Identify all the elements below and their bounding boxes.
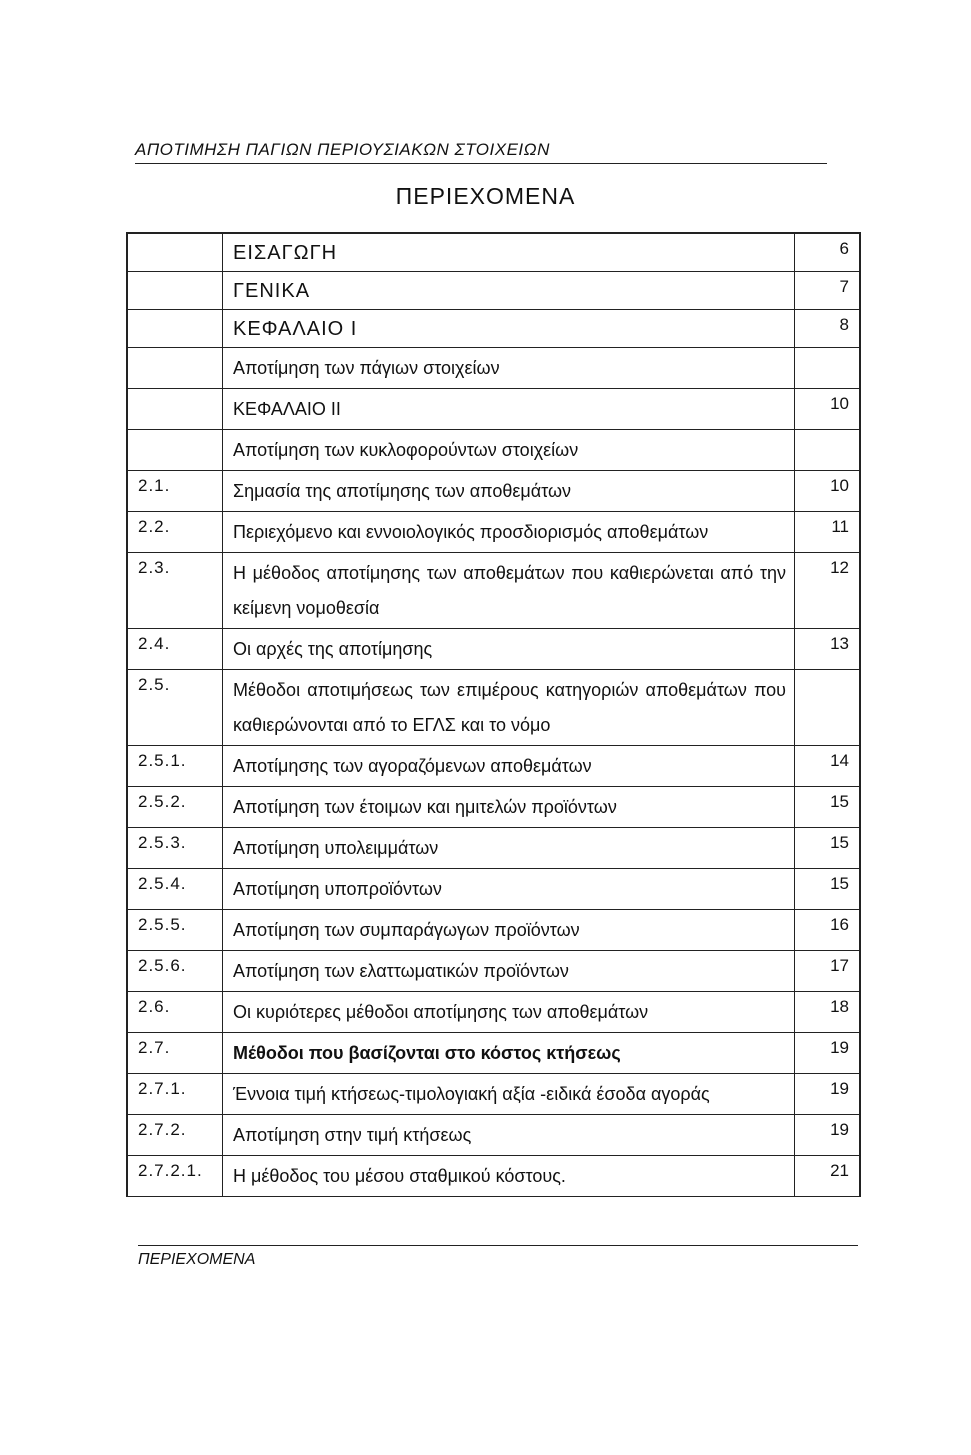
toc-page-number xyxy=(794,348,859,388)
toc-row xyxy=(128,992,859,1033)
toc-number: 2.5.5. xyxy=(138,915,187,934)
toc-page-number: 18 xyxy=(794,992,859,1032)
toc-row xyxy=(128,471,859,512)
toc-page-number: 7 xyxy=(794,272,859,309)
toc-page-number: 14 xyxy=(794,746,859,786)
toc-page-number: 19 xyxy=(794,1074,859,1114)
page-title: ΠΕΡΙΕΧΟΜΕΝΑ xyxy=(395,183,576,209)
toc-number: 2.1. xyxy=(138,476,171,495)
toc-number xyxy=(128,234,222,271)
toc-page-number: 10 xyxy=(794,389,859,429)
toc-entry-title: Αποτίμηση των έτοιμων και ημιτελών προϊόντων xyxy=(222,787,794,827)
toc-entry-title: ΚΕΦΑΛΑΙΟ Ι xyxy=(222,310,794,347)
toc-page-number: 10 xyxy=(794,471,859,511)
toc-number: 2.7.2.1. xyxy=(138,1161,203,1180)
toc-entry-title: ΓΕΝΙΚΑ xyxy=(222,272,794,309)
toc-entry-title: Αποτίμηση των πάγιων στοιχείων xyxy=(222,348,794,388)
toc-number: 2.6. xyxy=(138,997,171,1016)
toc-page-number: 15 xyxy=(794,828,859,868)
toc-row xyxy=(128,553,859,629)
toc-entry-title: Αποτίμηση των ελαττωματικών προϊόντων xyxy=(222,951,794,991)
toc-row xyxy=(128,430,859,471)
toc-number: 2.4. xyxy=(138,634,171,653)
toc-number: 2.2. xyxy=(138,517,171,536)
toc-page-number: 16 xyxy=(794,910,859,950)
toc-row xyxy=(128,787,859,828)
toc-number: 2.5.2. xyxy=(138,792,187,811)
toc-row xyxy=(128,746,859,787)
toc-page-number: 6 xyxy=(794,234,859,271)
toc-page-number: 15 xyxy=(794,869,859,909)
toc-page-number: 19 xyxy=(794,1033,859,1073)
running-footer: ΠΕΡΙΕΧΟΜΕΝΑ xyxy=(138,1245,858,1269)
toc-row xyxy=(128,348,859,389)
toc-number xyxy=(128,430,222,470)
toc-entry-title: Αποτίμησης των αγοραζόμενων αποθεμάτων xyxy=(222,746,794,786)
toc-entry-title: Αποτίμηση των συμπαράγωγων προϊόντων xyxy=(222,910,794,950)
toc-entry-title: Οι κυριότερες μέθοδοι αποτίμησης των αποθεμάτων xyxy=(222,992,794,1032)
toc-row xyxy=(128,670,859,746)
toc-entry-title: ΕΙΣΑΓΩΓΗ xyxy=(222,234,794,271)
toc-page-number: 15 xyxy=(794,787,859,827)
toc-row xyxy=(128,1033,859,1074)
toc-row xyxy=(128,1156,859,1197)
toc-row xyxy=(128,1115,859,1156)
toc-row xyxy=(128,951,859,992)
toc-page-number: 12 xyxy=(794,553,859,628)
toc-number: 2.7. xyxy=(138,1038,171,1057)
toc-row xyxy=(128,389,859,430)
toc-number xyxy=(128,310,222,347)
toc-row xyxy=(128,629,859,670)
toc-row xyxy=(128,869,859,910)
toc-row xyxy=(128,1074,859,1115)
toc-entry-title: Μέθοδοι που βασίζονται στο κόστος κτήσεως xyxy=(222,1033,794,1073)
toc-entry-title: Η μέθοδος του μέσου σταθμικού κόστους. xyxy=(222,1156,794,1196)
toc-page-number: 19 xyxy=(794,1115,859,1155)
toc-entry-title: Έννοια τιμή κτήσεως-τιμολογιακή αξία -ειδικά έσοδα αγοράς xyxy=(222,1074,794,1114)
toc-entry-title: Οι αρχές της αποτίμησης xyxy=(222,629,794,669)
toc-number xyxy=(128,348,222,388)
running-header: ΑΠΟΤΙΜΗΣΗ ΠΑΓΙΩΝ ΠΕΡΙΟΥΣΙΑΚΩΝ ΣΤΟΙΧΕΙΩΝ xyxy=(135,140,827,164)
toc-entry-title: Αποτίμηση των κυκλοφορούντων στοιχείων xyxy=(222,430,794,470)
toc-page-number: 8 xyxy=(794,310,859,347)
toc-number xyxy=(128,389,222,429)
toc-entry-title: Αποτίμηση στην τιμή κτήσεως xyxy=(222,1115,794,1155)
toc-entry-title: Περιεχόμενο και εννοιολογικός προσδιορισμός αποθεμάτων xyxy=(222,512,794,552)
toc-number: 2.5.1. xyxy=(138,751,187,770)
toc-row xyxy=(128,234,859,272)
toc-page-number xyxy=(794,430,859,470)
toc-row xyxy=(128,828,859,869)
toc-row xyxy=(128,310,859,348)
toc-entry-title: Η μέθοδος αποτίμησης των αποθεμάτων που καθιερώνεται από την κείμενη νομοθεσία xyxy=(222,553,794,628)
toc-number: 2.5.4. xyxy=(138,874,187,893)
toc-page-number xyxy=(794,670,859,745)
toc-page-number: 11 xyxy=(794,512,859,552)
toc-row xyxy=(128,512,859,553)
toc-entry-title: Αποτίμηση υποπροϊόντων xyxy=(222,869,794,909)
toc-number: 2.7.2. xyxy=(138,1120,187,1139)
toc-number xyxy=(128,272,222,309)
toc-number: 2.3. xyxy=(138,558,171,577)
toc-row xyxy=(128,910,859,951)
toc-entry-title: ΚΕΦΑΛΑΙΟ ΙΙ xyxy=(222,389,794,429)
toc-number: 2.5.6. xyxy=(138,956,187,975)
toc-entry-title: Σημασία της αποτίμησης των αποθεμάτων xyxy=(222,471,794,511)
toc-number: 2.7.1. xyxy=(138,1079,187,1098)
toc-row xyxy=(128,272,859,310)
toc-table xyxy=(126,232,861,1197)
toc-page-number: 13 xyxy=(794,629,859,669)
toc-page-number: 21 xyxy=(794,1156,859,1196)
toc-page-number: 17 xyxy=(794,951,859,991)
toc-entry-title: Αποτίμηση υπολειμμάτων xyxy=(222,828,794,868)
toc-entry-title: Μέθοδοι αποτιμήσεως των επιμέρους κατηγοριών αποθεμάτων που καθιερώνονται από το ΕΓΛΣ και το νόμο xyxy=(222,670,794,745)
toc-number: 2.5. xyxy=(138,675,171,694)
toc-number: 2.5.3. xyxy=(138,833,187,852)
